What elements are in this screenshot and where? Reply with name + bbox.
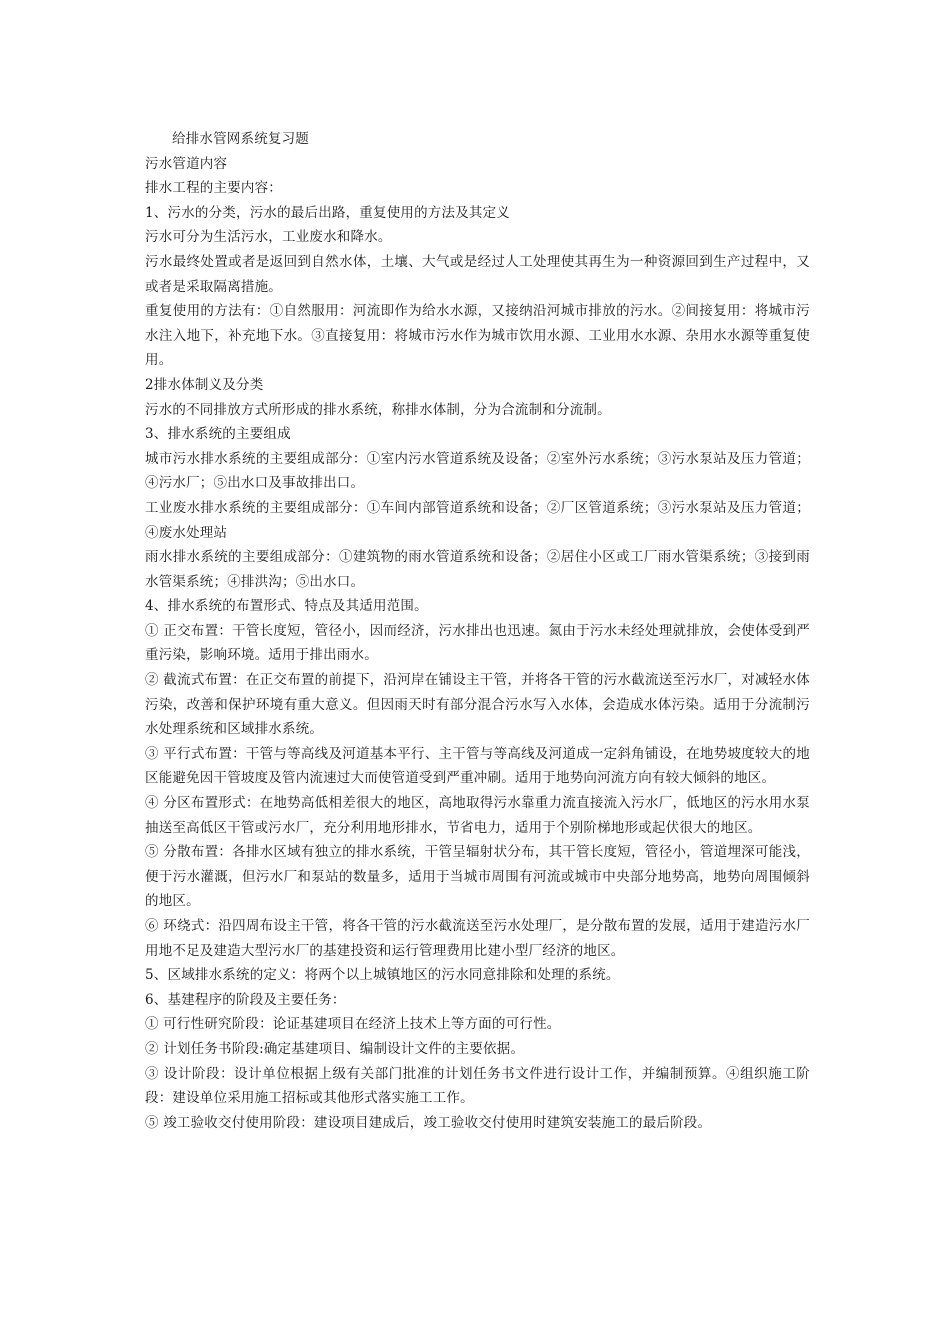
paragraph: 重复使用的方法有：①自然服用：河流即作为给水水源，又接纳沿河城市排放的污水。②间接复用：将城市污水注入地下，补充地下水。③直接复用：将城市污水作为城市饮用水源、工业用水水源、杂用水水源等重复使用。 <box>145 303 810 369</box>
paragraph: 4、排水系统的布置形式、特点及其适用范围。 <box>145 598 428 615</box>
paragraph: ② 计划任务书阶段:确定基建项目、编制设计文件的主要依据。 <box>145 1040 525 1057</box>
paragraph: 2排水体制义及分类 <box>145 376 264 393</box>
paragraph: ③ 设计阶段：设计单位根据上级有关部门批准的计划任务书文件进行设计工作，并编制预算。④组织施工阶段：建设单位采用施工招标或其他形式落实施工工作。 <box>145 1065 810 1107</box>
paragraph: 城市污水排水系统的主要组成部分：①室内污水管道系统及设备；②室外污水系统；③污水泵站及压力管道；④污水厂；⑤出水口及事故排出口。 <box>145 450 810 492</box>
document-title: 给排水管网系统复习题 <box>172 131 309 147</box>
paragraph: ② 截流式布置：在正交布置的前提下，沿河岸在铺设主干管，并将各干管的污水截流送至污水厂，对减轻水体污染，改善和保护环境有重大意义。但因雨天时有部分混合污水写入水体，会造成水体污染。适用于分流制污水处理系统和区域排水系统。 <box>145 672 810 738</box>
paragraph: 工业废水排水系统的主要组成部分：①车间内部管道系统和设备；②厂区管道系统；③污水泵站及压力管道；④废水处理站 <box>145 499 810 541</box>
paragraph: 5、区域排水系统的定义：将两个以上城镇地区的污水同意排除和处理的系统。 <box>145 967 620 984</box>
paragraph: ⑤ 竣工验收交付使用阶段：建设项目建成后，竣工验收交付使用时建筑安装施工的最后阶段。 <box>145 1114 712 1131</box>
paragraph: ⑤ 分散布置：各排水区域有独立的排水系统，干管呈辐射状分布，其干管长度短，管径小，管道埋深可能浅，便于污水灌溉，但污水厂和泵站的数量多，适用于当城市周围有河流或城市中央部分地势高，地势向周围倾斜的地区。 <box>145 844 810 910</box>
paragraph: 污水可分为生活污水，工业废水和降水。 <box>145 229 392 246</box>
paragraph: 污水的不同排放方式所形成的排水系统，称排水体制，分为合流制和分流制。 <box>145 401 611 418</box>
paragraph: 污水最终处置或者是返回到自然水体，土壤、大气或是经过人工处理使其再生为一种资源回到生产过程中，又或者是采取隔离措施。 <box>145 253 810 295</box>
paragraph: ① 可行性研究阶段：论证基建项目在经济上技术上等方面的可行性。 <box>145 1016 561 1033</box>
paragraph: 6、基建程序的阶段及主要任务： <box>145 991 346 1008</box>
paragraph: ① 正交布置：干管长度短，管径小，因而经济，污水排出也迅速。氮由于污水未经处理就排放，会使体受到严重污染，影响环境。适用于排出雨水。 <box>145 622 810 664</box>
paragraph: ④ 分区布置形式：在地势高低相差很大的地区，高地取得污水靠重力流直接流入污水厂，低地区的污水用水泵抽送至高低区干管或污水厂，充分利用地形排水，节省电力，适用于个别阶梯地形或起伏很大的地区。 <box>145 795 810 836</box>
paragraph: 污水管道内容 <box>145 155 228 172</box>
paragraph: 排水工程的主要内容： <box>145 180 282 197</box>
paragraph: ③ 平行式布置：干管与等高线及河道基本平行、主干管与等高线及河道成一定斜角铺设，在地势坡度较大的地区能避免因干管坡度及管内流速过大而使管道受到严重冲刷。适用于地势向河流方向有较大倾斜的地区。 <box>145 745 810 787</box>
paragraph: ⑥ 环绕式：沿四周布设主干管，将各干管的污水截流送至污水处理厂，是分散布置的发展，适用于建造污水厂用地不足及建造大型污水厂的基建投资和运行管理费用比建小型厂经济的地区。 <box>145 918 810 959</box>
paragraph: 雨水排水系统的主要组成部分：①建筑物的雨水管道系统和设备；②居住小区或工厂雨水管渠系统；③接到雨水管渠系统；④排洪沟；⑤出水口。 <box>145 549 810 590</box>
document-body <box>145 127 810 1135</box>
paragraph: 1、污水的分类，污水的最后出路，重复使用的方法及其定义 <box>145 204 510 221</box>
paragraph: 3、排水系统的主要组成 <box>145 426 291 443</box>
